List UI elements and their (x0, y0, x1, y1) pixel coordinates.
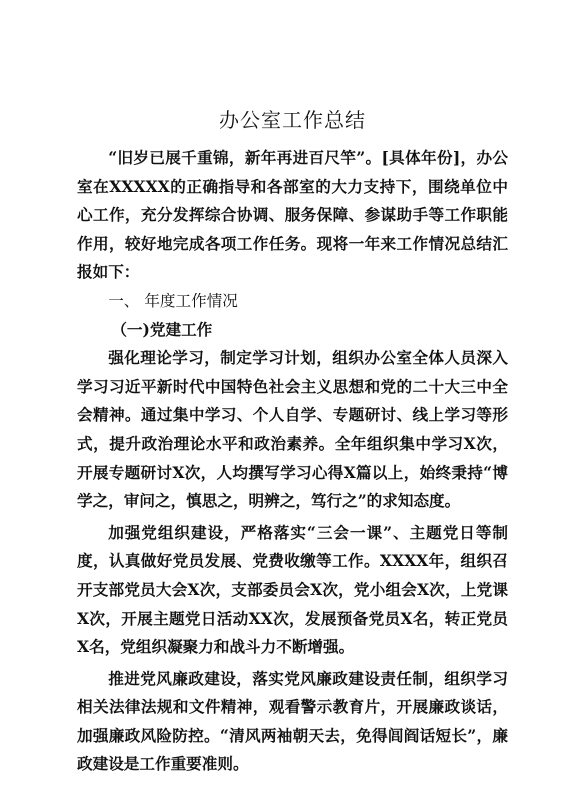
body-paragraph-1: 强化理论学习，制定学习计划，组织办公室全体人员深入学习习近平新时代中国特色社会主义思想和党的二十大三中全会精神。通过集中学习、个人自学、专题研讨、线上学习等形式，提升政治理论水平和政治素养。全年组织集中学习X次，开展专题研讨X次，人均撰写学习心得X篇以上，始终秉持“博学之，审问之，慎思之，明辨之，笃行之”的求知态度。 (77, 348, 508, 511)
intro-paragraph: “旧岁已展千重锦，新年再进百尺竿”。[具体年份]，办公室在XXXXX的正确指导和各部室的大力支持下，围绕单位中心工作，充分发挥综合协调、服务保障、参谋助手等工作职能作用，较好地完成各项工作任务。现将一年来工作情况总结汇报如下： (77, 148, 508, 282)
section-heading: 一、 年度工作情况 (108, 291, 238, 310)
document-title: 办公室工作总结 (219, 108, 366, 132)
body-paragraph-2: 加强党组织建设，严格落实“三会一课”、主题党日等制度，认真做好党员发展、党费收缴等工作。XXXX年，组织召开支部党员大会X次，支部委员会X次，党小组会X次，上党课X次，开展主题党日活动XX次，发展预备党员X名，转正党员X名，党组织凝聚力和战斗力不断增强。 (77, 522, 508, 657)
subsection-heading: （一)党建工作 (111, 319, 213, 339)
body-paragraph-3: 推进党风廉政建设，落实党风廉政建设责任制，组织学习相关法律法规和文件精神，观看警示教育片，开展廉政谈话，加强廉政风险防控。“清风两袖朝天去，免得闾阎话短长”，廉政建设是工作重要准则。 (77, 668, 508, 774)
